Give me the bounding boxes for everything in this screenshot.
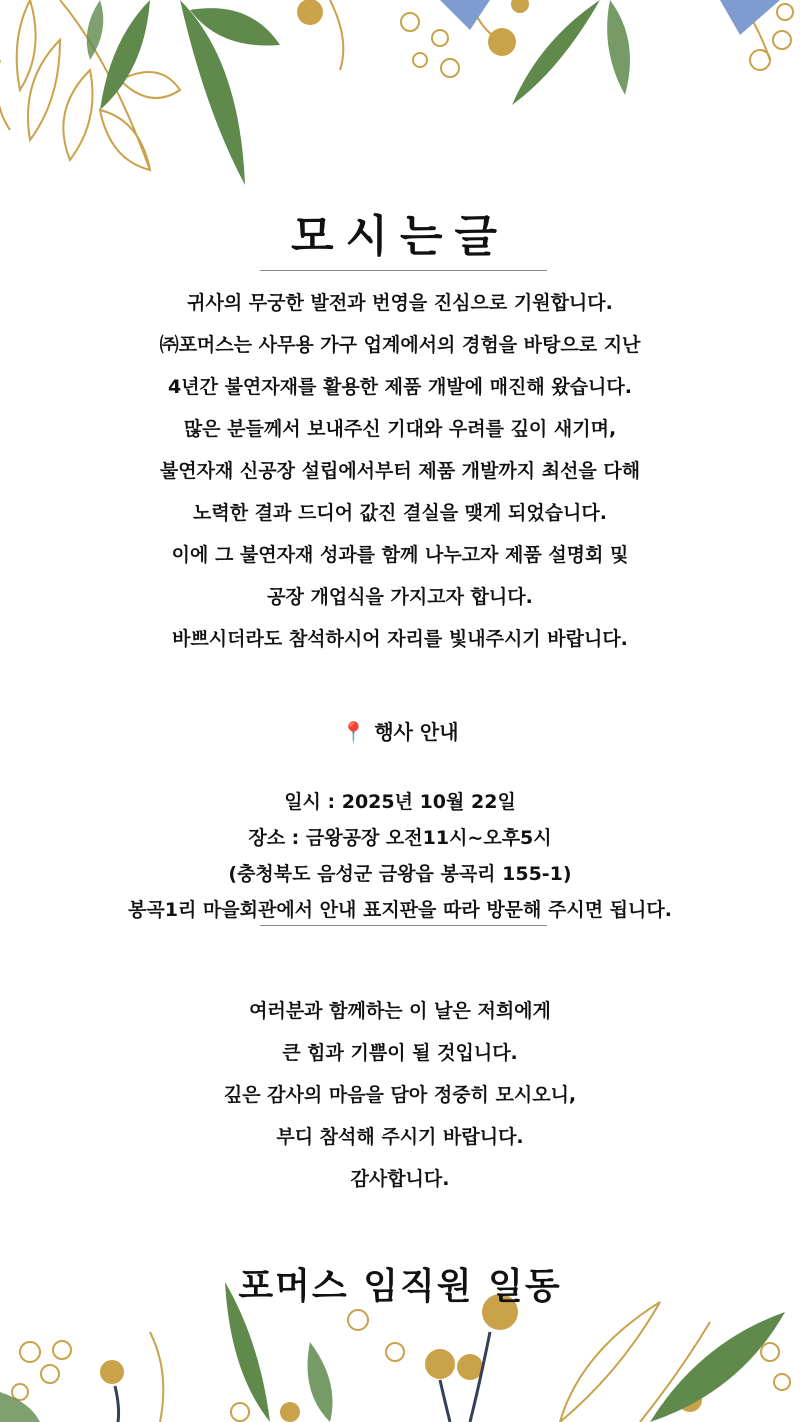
map-pin-icon: 📍 bbox=[341, 719, 367, 744]
event-date: 일시 : 2025년 10월 22일 bbox=[284, 791, 516, 813]
intro-line: 4년간 불연자재를 활용한 제품 개발에 매진해 왔습니다. bbox=[168, 376, 632, 398]
intro-line: ㈜포머스는 사무용 가구 업계에서의 경험을 바탕으로 지난 bbox=[159, 334, 641, 356]
event-heading-label: 행사 안내 bbox=[374, 720, 459, 744]
closing-line: 깊은 감사의 마음을 담아 정중히 모시오니, bbox=[223, 1084, 577, 1106]
signature: 포머스 임직원 일동 bbox=[238, 1266, 562, 1307]
intro-line: 많은 분들께서 보내주신 기대와 우려를 깊이 새기며, bbox=[183, 418, 617, 440]
intro-line: 이에 그 불연자재 성과를 함께 나누고자 제품 설명회 및 bbox=[171, 544, 629, 566]
closing-paragraph bbox=[0, 990, 800, 1200]
intro-line: 노력한 결과 드디어 값진 결실을 맺게 되었습니다. bbox=[193, 502, 607, 524]
title-divider bbox=[260, 270, 547, 271]
intro-line: 귀사의 무궁한 발전과 번영을 진심으로 기원합니다. bbox=[187, 292, 613, 314]
page-title: 모시는글 bbox=[290, 211, 509, 262]
event-address: (충청북도 음성군 금왕읍 봉곡리 155-1) bbox=[228, 863, 572, 885]
details-divider bbox=[260, 925, 547, 926]
closing-line: 큰 힘과 기쁨이 될 것입니다. bbox=[282, 1042, 518, 1064]
closing-line: 감사합니다. bbox=[350, 1168, 450, 1190]
event-details bbox=[0, 782, 800, 926]
intro-paragraph bbox=[0, 282, 800, 660]
intro-line: 바쁘시더라도 참석하시어 자리를 빛내주시기 바랍니다. bbox=[172, 628, 628, 650]
event-info-heading bbox=[0, 712, 800, 754]
closing-line: 여러분과 함께하는 이 날은 저희에게 bbox=[249, 1000, 551, 1022]
floral-top-decoration bbox=[0, 0, 800, 200]
event-location: 장소 : 금왕공장 오전11시~오후5시 bbox=[248, 827, 552, 849]
intro-line: 불연자재 신공장 설립에서부터 제품 개발까지 최선을 다해 bbox=[159, 460, 641, 482]
event-directions: 봉곡1리 마을회관에서 안내 표지판을 따라 방문해 주시면 됩니다. bbox=[128, 899, 672, 921]
intro-line: 공장 개업식을 가지고자 합니다. bbox=[267, 586, 533, 608]
closing-line: 부디 참석해 주시기 바랍니다. bbox=[276, 1126, 524, 1148]
